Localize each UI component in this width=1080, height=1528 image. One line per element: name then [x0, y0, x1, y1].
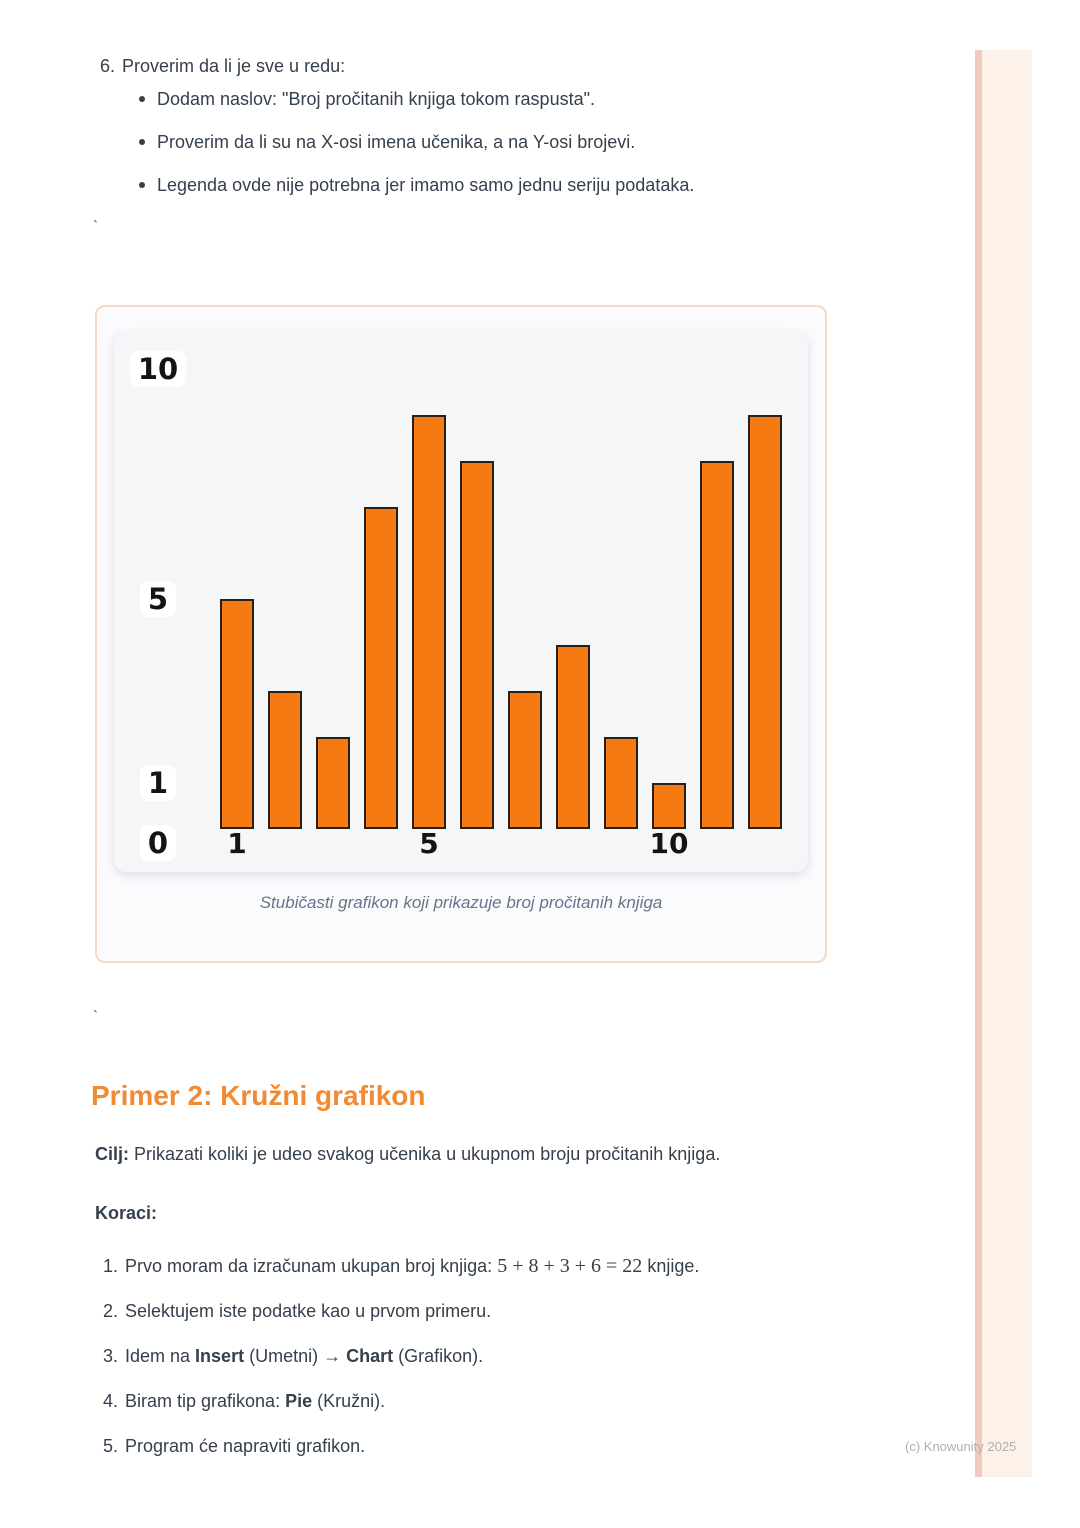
goal-text: Prikazati koliki je udeo svakog učenika u ukupnom broju pročitanih knjiga. [129, 1144, 721, 1164]
bar [748, 415, 782, 829]
step-6-number: 6. [100, 56, 116, 76]
step-item [103, 1300, 963, 1322]
bullet-text: Proverim da li su na X-osi imena učenika, a na Y-osi brojevi. [157, 132, 636, 152]
x-tick-label: 10 [649, 827, 689, 860]
y-tick-label: 10 [130, 351, 186, 387]
bullet-dot [139, 182, 145, 188]
text-segment: knjige. [642, 1256, 700, 1276]
chart-caption: Stubičasti grafikon koji prikazuje broj pročitanih knjiga [259, 893, 663, 912]
bar [220, 599, 254, 829]
bullet-text: Dodam naslov: "Broj pročitanih knjiga tokom raspusta". [157, 89, 595, 109]
stray-backtick: ` [93, 218, 98, 235]
text-segment: 5 + 8 + 3 + 6 = 22 [497, 1255, 643, 1277]
text-segment: Biram tip grafikona: [125, 1391, 286, 1411]
step-number: 5. [103, 1436, 119, 1456]
step-6-bullet-list [100, 88, 940, 196]
bar [460, 461, 494, 829]
goal-label: Cilj: [95, 1144, 129, 1164]
step-6-text: Proverim da li je sve u redu: [122, 56, 346, 76]
step-number: 3. [103, 1346, 119, 1366]
bar [652, 783, 686, 829]
right-margin-stripe [975, 50, 1032, 1477]
text-segment: Program će napraviti grafikon. [125, 1436, 366, 1456]
text-segment: (Kružni). [312, 1391, 386, 1411]
section-heading: Primer 2: Kružni grafikon [91, 1080, 426, 1111]
step-number: 2. [103, 1301, 119, 1321]
bar [556, 645, 590, 829]
bar [268, 691, 302, 829]
x-tick-label: 1 [227, 827, 247, 860]
step-6-block [100, 55, 940, 217]
text-segment: Prvo moram da izračunam ukupan broj knjiga: [125, 1256, 498, 1276]
bar [508, 691, 542, 829]
y-tick-label: 5 [140, 581, 176, 617]
bar-chart [114, 332, 808, 872]
bullet-item [100, 174, 940, 196]
bullet-item [100, 131, 940, 153]
step-6-line [100, 55, 940, 77]
bullet-dot [139, 96, 145, 102]
x-tick-label: 5 [419, 827, 439, 860]
bar [604, 737, 638, 829]
step-text [125, 1345, 483, 1367]
step-text [125, 1435, 365, 1457]
text-segment: Pie [285, 1391, 313, 1411]
goal-paragraph [95, 1143, 935, 1165]
step-text [125, 1255, 699, 1277]
bar [364, 507, 398, 829]
step-item [103, 1345, 963, 1367]
text-segment: Chart [346, 1346, 394, 1366]
bullet-dot [139, 139, 145, 145]
step-number: 1. [103, 1256, 119, 1276]
bar [316, 737, 350, 829]
step-number: 4. [103, 1391, 119, 1411]
y-tick-label: 0 [140, 825, 176, 861]
step-item [103, 1435, 963, 1457]
copyright-watermark: (c) Knowunity 2025 [905, 1439, 1017, 1454]
bar [412, 415, 446, 829]
text-segment: Insert [195, 1346, 245, 1366]
step-text [125, 1300, 491, 1322]
step-item [103, 1390, 963, 1412]
y-tick-label: 1 [140, 765, 176, 801]
text-segment: Selektujem iste podatke kao u prvom primeru. [125, 1301, 492, 1321]
bullet-text: Legenda ovde nije potrebna jer imamo samo jednu seriju podataka. [157, 175, 695, 195]
bullet-item [100, 88, 940, 110]
bar [700, 461, 734, 829]
stray-backtick: ` [93, 1008, 98, 1025]
text-segment: Idem na [125, 1346, 196, 1366]
steps-list [103, 1255, 963, 1480]
step-text [125, 1390, 385, 1412]
chart-card [95, 305, 827, 963]
text-segment: (Umetni) → [244, 1346, 347, 1366]
steps-label: Koraci: [95, 1203, 158, 1223]
text-segment: (Grafikon). [393, 1346, 484, 1366]
step-item [103, 1255, 963, 1277]
